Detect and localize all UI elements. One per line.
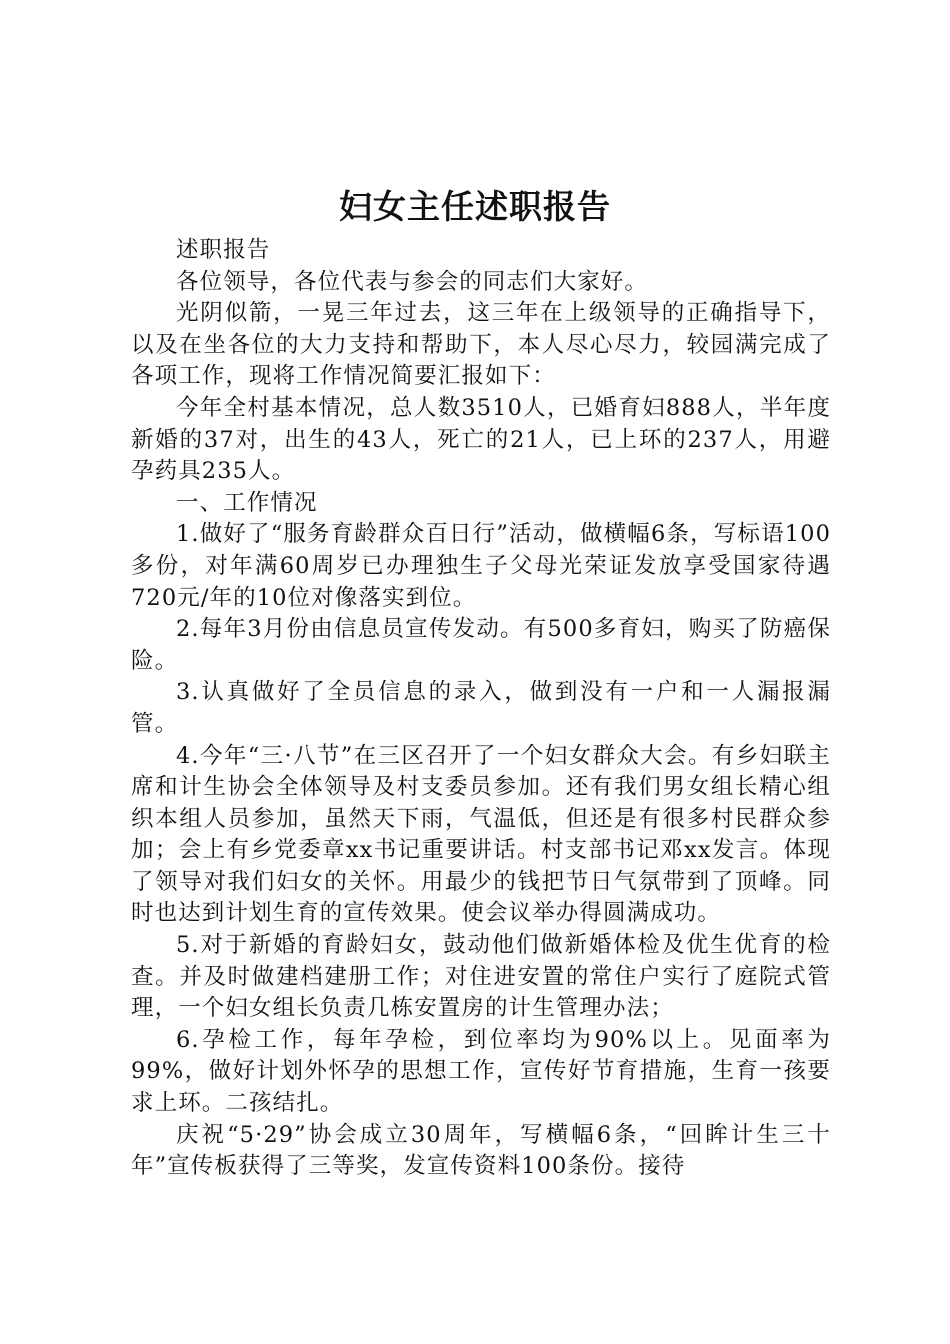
paragraph-heading-label: 述职报告 — [176, 237, 271, 263]
paragraph-item-3: 3.认真做好了全员信息的录入，做到没有一户和一人漏报漏管。 — [131, 679, 831, 737]
document-title: 妇女主任述职报告 — [339, 187, 611, 226]
section-heading-work: 一、工作情况 — [176, 489, 318, 516]
paragraph-item-1: 1.做好了“服务育龄群众百日行”活动，做横幅6条，写标语100多份，对年满60周岁已办理独生子父母光荣证发放享受国家待遇720元/年的10位对像落实到位。 — [131, 521, 831, 611]
paragraph-greeting: 各位领导，各位代表与参会的同志们大家好。 — [176, 268, 649, 295]
paragraph-item-4: 4.今年“三·八节”在三区召开了一个妇女群众大会。有乡妇联主席和计生协会全体领导及村支委员参加。还有我们男女组长精心组织本组人员参加，虽然天下雨，气温低，但还是有很多村民群众参加；会上有乡党委章xx书记重要讲话。村支部书记邓xx发言。体现了领导对我们妇女的关怀。用最少的钱把节日气氛带到了顶峰。同时也达到计划生育的宣传效果。使会议举办得圆满成功。 — [131, 742, 831, 927]
paragraph-intro: 光阴似箭，一晃三年过去，这三年在上级领导的正确指导下，以及在坐各位的大力支持和帮助下，本人尽心尽力，较园满完成了各项工作，现将工作情况简要汇报如下： — [131, 300, 831, 390]
document-body — [131, 235, 831, 1183]
paragraph-item-6: 6.孕检工作，每年孕检，到位率均为90%以上。见面率为99%，做好计划外怀孕的思想工作，宣传好节育措施，生育一孩要求上环。二孩结扎。 — [131, 1026, 831, 1117]
paragraph-item-2: 2.每年3月份由信息员宣传发动。有500多育妇，购买了防癌保险。 — [131, 616, 831, 674]
paragraph-item-5: 5.对于新婚的育龄妇女，鼓动他们做新婚体检及优生优育的检查。并及时做建档建册工作；对住进安置的常住户实行了庭院式管理，一个妇女组长负责几栋安置房的计生管理办法； — [131, 932, 831, 1022]
paragraph-anniversary: 庆祝“5·29”协会成立30周年，写横幅6条，“回眸计生三十年”宣传板获得了三等奖，发宣传资料100条份。接待 — [131, 1121, 831, 1180]
paragraph-village-stats: 今年全村基本情况，总人数3510人，已婚育妇888人，半年度新婚的37对，出生的43人，死亡的21人，已上环的237人，用避孕药具235人。 — [131, 394, 831, 485]
